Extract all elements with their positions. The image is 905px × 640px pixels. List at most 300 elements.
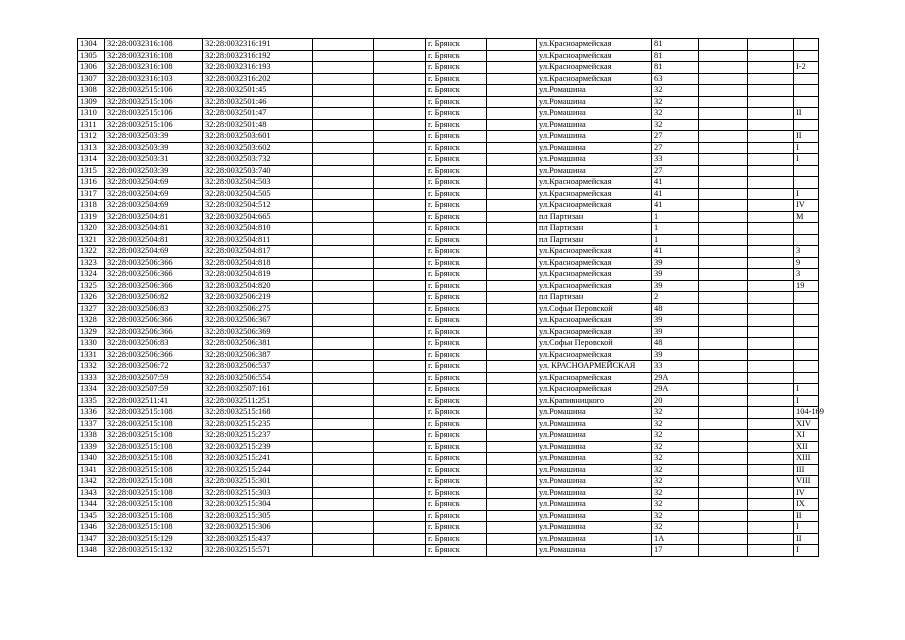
- cell-object-number: 32:28:0032504:665: [203, 211, 313, 223]
- table-row: [78, 39, 819, 51]
- table-row: [78, 280, 819, 292]
- cell-object-number: 32:28:0032506:219: [203, 292, 313, 304]
- cell-empty-col-10: [699, 326, 748, 338]
- cell-empty-col-7: [487, 476, 537, 488]
- cell-empty-col-7: [487, 108, 537, 120]
- property-register-table: [77, 38, 824, 557]
- cell-empty-col-5: [374, 165, 426, 177]
- cell-empty-col-5: [374, 407, 426, 419]
- cell-empty-col-11: [748, 234, 794, 246]
- cell-empty-col-10: [699, 441, 748, 453]
- cell-empty-col-4: [313, 177, 374, 189]
- cell-empty-col-4: [313, 131, 374, 143]
- cell-row-number: 1308: [78, 85, 105, 97]
- cell-empty-col-11: [748, 246, 794, 258]
- cell-empty-col-11: [748, 430, 794, 442]
- table-row: [78, 165, 819, 177]
- cell-empty-col-5: [374, 154, 426, 166]
- cell-empty-col-4: [313, 223, 374, 235]
- cell-empty-col-11: [748, 441, 794, 453]
- cell-row-number: 1335: [78, 395, 105, 407]
- cell-premises: II: [794, 510, 819, 522]
- cell-city: г. Брянск: [426, 108, 487, 120]
- cell-premises: [794, 349, 819, 361]
- cell-object-number: 32:28:0032507:161: [203, 384, 313, 396]
- cell-city: г. Брянск: [426, 50, 487, 62]
- table-row: [78, 246, 819, 258]
- cell-parcel-number: 32:28:0032511:41: [105, 395, 203, 407]
- cell-city: г. Брянск: [426, 499, 487, 511]
- cell-premises: XI: [794, 430, 819, 442]
- cell-object-number: 32:28:0032504:503: [203, 177, 313, 189]
- cell-city: г. Брянск: [426, 269, 487, 281]
- cell-empty-col-4: [313, 476, 374, 488]
- cell-house-number: 48: [652, 338, 699, 350]
- table-row: [78, 234, 819, 246]
- cell-premises: II: [794, 108, 819, 120]
- cell-row-number: 1312: [78, 131, 105, 143]
- cell-row-number: 1318: [78, 200, 105, 212]
- cell-empty-col-5: [374, 476, 426, 488]
- cell-street: ул.Ромашина: [537, 154, 652, 166]
- cell-street: ул.Ромашина: [537, 418, 652, 430]
- cell-row-number: 1304: [78, 39, 105, 51]
- cell-parcel-number: 32:28:0032316:108: [105, 62, 203, 74]
- cell-empty-col-5: [374, 510, 426, 522]
- cell-parcel-number: 32:28:0032515:108: [105, 453, 203, 465]
- cell-house-number: 33: [652, 154, 699, 166]
- table-row: [78, 499, 819, 511]
- cell-parcel-number: 32:28:0032504:69: [105, 177, 203, 189]
- cell-empty-col-11: [748, 292, 794, 304]
- cell-empty-col-10: [699, 476, 748, 488]
- cell-empty-col-7: [487, 177, 537, 189]
- cell-empty-col-5: [374, 361, 426, 373]
- cell-city: г. Брянск: [426, 441, 487, 453]
- table-row: [78, 361, 819, 373]
- cell-empty-col-10: [699, 418, 748, 430]
- cell-premises: I: [794, 545, 819, 557]
- cell-empty-col-4: [313, 418, 374, 430]
- cell-empty-col-10: [699, 85, 748, 97]
- table-row: [78, 303, 819, 315]
- cell-city: г. Брянск: [426, 510, 487, 522]
- cell-empty-col-5: [374, 533, 426, 545]
- cell-street: ул.Красноармейская: [537, 269, 652, 281]
- cell-house-number: 32: [652, 499, 699, 511]
- cell-empty-col-4: [313, 85, 374, 97]
- cell-empty-col-11: [748, 510, 794, 522]
- cell-object-number: 32:28:0032515:237: [203, 430, 313, 442]
- cell-empty-col-10: [699, 464, 748, 476]
- table-row: [78, 62, 819, 74]
- cell-empty-col-11: [748, 545, 794, 557]
- cell-city: г. Брянск: [426, 211, 487, 223]
- table-row: [78, 372, 819, 384]
- table-row: [78, 441, 819, 453]
- cell-parcel-number: 32:28:0032515:108: [105, 418, 203, 430]
- cell-city: г. Брянск: [426, 257, 487, 269]
- cell-empty-col-5: [374, 142, 426, 154]
- cell-house-number: 41: [652, 188, 699, 200]
- cell-row-number: 1309: [78, 96, 105, 108]
- cell-city: г. Брянск: [426, 280, 487, 292]
- cell-house-number: 17: [652, 545, 699, 557]
- cell-city: г. Брянск: [426, 177, 487, 189]
- cell-city: г. Брянск: [426, 545, 487, 557]
- cell-empty-col-5: [374, 73, 426, 85]
- cell-city: г. Брянск: [426, 430, 487, 442]
- cell-empty-col-7: [487, 372, 537, 384]
- cell-empty-col-5: [374, 108, 426, 120]
- cell-house-number: 39: [652, 315, 699, 327]
- cell-premises: [794, 234, 819, 246]
- cell-empty-col-4: [313, 119, 374, 131]
- cell-street: ул.Ромашина: [537, 142, 652, 154]
- cell-empty-col-4: [313, 315, 374, 327]
- cell-house-number: 32: [652, 430, 699, 442]
- table-row: [78, 453, 819, 465]
- cell-object-number: 32:28:0032515:437: [203, 533, 313, 545]
- cell-empty-col-10: [699, 430, 748, 442]
- cell-empty-col-10: [699, 165, 748, 177]
- table-row: [78, 395, 819, 407]
- cell-empty-col-5: [374, 430, 426, 442]
- cell-empty-col-5: [374, 188, 426, 200]
- table-body: [78, 39, 824, 557]
- cell-empty-col-10: [699, 177, 748, 189]
- cell-house-number: 32: [652, 487, 699, 499]
- cell-row-number: 1343: [78, 487, 105, 499]
- cell-parcel-number: 32:28:0032515:106: [105, 108, 203, 120]
- cell-empty-col-11: [748, 188, 794, 200]
- cell-city: г. Брянск: [426, 303, 487, 315]
- cell-empty-col-11: [748, 119, 794, 131]
- cell-empty-col-11: [748, 211, 794, 223]
- cell-empty-col-4: [313, 522, 374, 534]
- cell-empty-col-5: [374, 441, 426, 453]
- cell-premises: [794, 119, 819, 131]
- table-row: [78, 188, 819, 200]
- cell-row-number: 1315: [78, 165, 105, 177]
- table-row: [78, 177, 819, 189]
- cell-empty-col-4: [313, 165, 374, 177]
- cell-empty-col-4: [313, 39, 374, 51]
- cell-premises: IV: [794, 200, 819, 212]
- cell-empty-col-7: [487, 522, 537, 534]
- cell-empty-col-4: [313, 96, 374, 108]
- cell-row-number: 1336: [78, 407, 105, 419]
- cell-street: ул.Ромашина: [537, 499, 652, 511]
- cell-empty-col-11: [748, 338, 794, 350]
- cell-empty-col-5: [374, 177, 426, 189]
- cell-empty-col-7: [487, 510, 537, 522]
- cell-empty-col-5: [374, 131, 426, 143]
- cell-city: г. Брянск: [426, 487, 487, 499]
- cell-house-number: 63: [652, 73, 699, 85]
- cell-empty-col-7: [487, 280, 537, 292]
- cell-street: ул.Ромашина: [537, 545, 652, 557]
- cell-row-number: 1331: [78, 349, 105, 361]
- cell-empty-col-11: [748, 223, 794, 235]
- cell-object-number: 32:28:0032504:810: [203, 223, 313, 235]
- cell-empty-col-7: [487, 326, 537, 338]
- cell-row-number: 1346: [78, 522, 105, 534]
- cell-row-number: 1330: [78, 338, 105, 350]
- cell-empty-col-7: [487, 453, 537, 465]
- cell-row-number: 1319: [78, 211, 105, 223]
- cell-empty-col-10: [699, 257, 748, 269]
- cell-parcel-number: 32:28:0032515:108: [105, 522, 203, 534]
- table-row: [78, 522, 819, 534]
- cell-city: г. Брянск: [426, 522, 487, 534]
- cell-object-number: 32:28:0032506:387: [203, 349, 313, 361]
- cell-row-number: 1321: [78, 234, 105, 246]
- table-row: [78, 223, 819, 235]
- cell-object-number: 32:28:0032316:193: [203, 62, 313, 74]
- cell-empty-col-5: [374, 223, 426, 235]
- cell-house-number: 39: [652, 269, 699, 281]
- cell-city: г. Брянск: [426, 188, 487, 200]
- cell-city: г. Брянск: [426, 315, 487, 327]
- cell-empty-col-11: [748, 269, 794, 281]
- cell-house-number: 32: [652, 464, 699, 476]
- table-row: [78, 407, 819, 419]
- cell-empty-col-11: [748, 50, 794, 62]
- cell-empty-col-7: [487, 73, 537, 85]
- cell-object-number: 32:28:0032515:306: [203, 522, 313, 534]
- cell-empty-col-11: [748, 280, 794, 292]
- table-row: [78, 349, 819, 361]
- cell-object-number: 32:28:0032504:505: [203, 188, 313, 200]
- cell-empty-col-4: [313, 453, 374, 465]
- cell-empty-col-5: [374, 453, 426, 465]
- cell-empty-col-11: [748, 453, 794, 465]
- cell-street: ул.Ромашина: [537, 441, 652, 453]
- cell-parcel-number: 32:28:0032316:108: [105, 50, 203, 62]
- cell-street: ул.Красноармейская: [537, 280, 652, 292]
- cell-empty-col-5: [374, 234, 426, 246]
- cell-object-number: 32:28:0032504:817: [203, 246, 313, 258]
- cell-premises: M: [794, 211, 819, 223]
- cell-empty-col-5: [374, 257, 426, 269]
- cell-empty-col-5: [374, 338, 426, 350]
- cell-empty-col-7: [487, 349, 537, 361]
- cell-empty-col-5: [374, 372, 426, 384]
- cell-empty-col-7: [487, 257, 537, 269]
- table-row: [78, 430, 819, 442]
- cell-empty-col-11: [748, 372, 794, 384]
- cell-object-number: 32:28:0032504:811: [203, 234, 313, 246]
- cell-object-number: 32:28:0032515:571: [203, 545, 313, 557]
- cell-empty-col-5: [374, 384, 426, 396]
- cell-parcel-number: 32:28:0032506:366: [105, 280, 203, 292]
- cell-city: г. Брянск: [426, 96, 487, 108]
- cell-empty-col-10: [699, 395, 748, 407]
- cell-object-number: 32:28:0032506:367: [203, 315, 313, 327]
- cell-empty-col-7: [487, 269, 537, 281]
- cell-empty-col-7: [487, 395, 537, 407]
- cell-empty-col-4: [313, 108, 374, 120]
- cell-empty-col-5: [374, 464, 426, 476]
- cell-house-number: 32: [652, 510, 699, 522]
- cell-row-number: 1348: [78, 545, 105, 557]
- table-row: [78, 257, 819, 269]
- cell-premises: [794, 73, 819, 85]
- cell-empty-col-7: [487, 188, 537, 200]
- cell-parcel-number: 32:28:0032504:69: [105, 246, 203, 258]
- cell-empty-col-11: [748, 154, 794, 166]
- cell-row-number: 1337: [78, 418, 105, 430]
- cell-house-number: 2: [652, 292, 699, 304]
- cell-premises: [794, 165, 819, 177]
- cell-object-number: 32:28:0032504:818: [203, 257, 313, 269]
- cell-empty-col-4: [313, 257, 374, 269]
- cell-street: ул.Ромашина: [537, 533, 652, 545]
- cell-empty-col-10: [699, 119, 748, 131]
- cell-empty-col-5: [374, 280, 426, 292]
- cell-empty-col-4: [313, 269, 374, 281]
- cell-empty-col-11: [748, 96, 794, 108]
- cell-empty-col-4: [313, 200, 374, 212]
- table-row: [78, 384, 819, 396]
- cell-object-number: 32:28:0032515:235: [203, 418, 313, 430]
- cell-empty-col-7: [487, 246, 537, 258]
- cell-house-number: 81: [652, 39, 699, 51]
- cell-empty-col-10: [699, 510, 748, 522]
- cell-object-number: 32:28:0032515:239: [203, 441, 313, 453]
- cell-parcel-number: 32:28:0032506:82: [105, 292, 203, 304]
- cell-premises: [794, 315, 819, 327]
- cell-empty-col-4: [313, 441, 374, 453]
- cell-empty-col-4: [313, 395, 374, 407]
- cell-street: ул.Красноармейская: [537, 326, 652, 338]
- cell-empty-col-11: [748, 108, 794, 120]
- cell-street: ул.Красноармейская: [537, 384, 652, 396]
- cell-empty-col-4: [313, 499, 374, 511]
- cell-object-number: 32:28:0032501:47: [203, 108, 313, 120]
- cell-empty-col-4: [313, 154, 374, 166]
- cell-empty-col-4: [313, 361, 374, 373]
- cell-object-number: 32:28:0032501:48: [203, 119, 313, 131]
- cell-premises: I: [794, 142, 819, 154]
- cell-object-number: 32:28:0032515:303: [203, 487, 313, 499]
- cell-row-number: 1316: [78, 177, 105, 189]
- cell-city: г. Брянск: [426, 361, 487, 373]
- cell-parcel-number: 32:28:0032506:366: [105, 326, 203, 338]
- cell-empty-col-10: [699, 384, 748, 396]
- cell-premises: 3: [794, 246, 819, 258]
- cell-premises: I: [794, 188, 819, 200]
- table-row: [78, 464, 819, 476]
- cell-premises: I: [794, 395, 819, 407]
- cell-empty-col-7: [487, 441, 537, 453]
- cell-empty-col-10: [699, 361, 748, 373]
- cell-house-number: 1А: [652, 533, 699, 545]
- cell-parcel-number: 32:28:0032506:72: [105, 361, 203, 373]
- cell-row-number: 1329: [78, 326, 105, 338]
- cell-house-number: 27: [652, 131, 699, 143]
- cell-empty-col-10: [699, 211, 748, 223]
- cell-house-number: 32: [652, 453, 699, 465]
- cell-empty-col-5: [374, 211, 426, 223]
- cell-parcel-number: 32:28:0032506:366: [105, 315, 203, 327]
- cell-house-number: 41: [652, 200, 699, 212]
- cell-object-number: 32:28:0032316:192: [203, 50, 313, 62]
- cell-empty-col-4: [313, 234, 374, 246]
- cell-parcel-number: 32:28:0032316:108: [105, 39, 203, 51]
- cell-row-number: 1324: [78, 269, 105, 281]
- cell-object-number: 32:28:0032504:820: [203, 280, 313, 292]
- cell-parcel-number: 32:28:0032506:366: [105, 257, 203, 269]
- cell-row-number: 1327: [78, 303, 105, 315]
- cell-street: ул.Ромашина: [537, 522, 652, 534]
- cell-parcel-number: 32:28:0032504:81: [105, 223, 203, 235]
- cell-empty-col-11: [748, 39, 794, 51]
- cell-empty-col-5: [374, 545, 426, 557]
- cell-empty-col-11: [748, 522, 794, 534]
- cell-empty-col-4: [313, 384, 374, 396]
- cell-empty-col-4: [313, 545, 374, 557]
- cell-empty-col-11: [748, 165, 794, 177]
- cell-premises: IV: [794, 487, 819, 499]
- cell-parcel-number: 32:28:0032504:81: [105, 211, 203, 223]
- cell-city: г. Брянск: [426, 73, 487, 85]
- cell-street: ул.Ромашина: [537, 453, 652, 465]
- cell-object-number: 32:28:0032515:305: [203, 510, 313, 522]
- cell-house-number: 48: [652, 303, 699, 315]
- cell-empty-col-10: [699, 269, 748, 281]
- cell-house-number: 33: [652, 361, 699, 373]
- cell-city: г. Брянск: [426, 165, 487, 177]
- cell-premises: [794, 303, 819, 315]
- cell-street: ул.Ромашина: [537, 476, 652, 488]
- cell-street: ул.Ромашина: [537, 407, 652, 419]
- cell-city: г. Брянск: [426, 349, 487, 361]
- cell-empty-col-5: [374, 418, 426, 430]
- cell-empty-col-4: [313, 430, 374, 442]
- cell-empty-col-10: [699, 533, 748, 545]
- cell-street: ул.Красноармейская: [537, 349, 652, 361]
- cell-premises: [794, 177, 819, 189]
- cell-row-number: 1317: [78, 188, 105, 200]
- cell-row-number: 1314: [78, 154, 105, 166]
- cell-empty-col-4: [313, 280, 374, 292]
- cell-row-number: 1342: [78, 476, 105, 488]
- cell-premises: XII: [794, 441, 819, 453]
- cell-empty-col-7: [487, 200, 537, 212]
- table-row: [78, 269, 819, 281]
- cell-city: г. Брянск: [426, 292, 487, 304]
- cell-parcel-number: 32:28:0032515:132: [105, 545, 203, 557]
- table-row: [78, 108, 819, 120]
- cell-empty-col-10: [699, 154, 748, 166]
- cell-empty-col-5: [374, 487, 426, 499]
- cell-house-number: 81: [652, 50, 699, 62]
- cell-empty-col-5: [374, 200, 426, 212]
- cell-street: ул.Ромашина: [537, 510, 652, 522]
- cell-city: г. Брянск: [426, 223, 487, 235]
- cell-empty-col-5: [374, 315, 426, 327]
- cell-street: пл Партизан: [537, 223, 652, 235]
- cell-premises: III: [794, 464, 819, 476]
- cell-street: ул.Ромашина: [537, 165, 652, 177]
- table-row: [78, 131, 819, 143]
- cell-empty-col-10: [699, 487, 748, 499]
- cell-row-number: 1328: [78, 315, 105, 327]
- cell-parcel-number: 32:28:0032503:31: [105, 154, 203, 166]
- cell-premises: [794, 338, 819, 350]
